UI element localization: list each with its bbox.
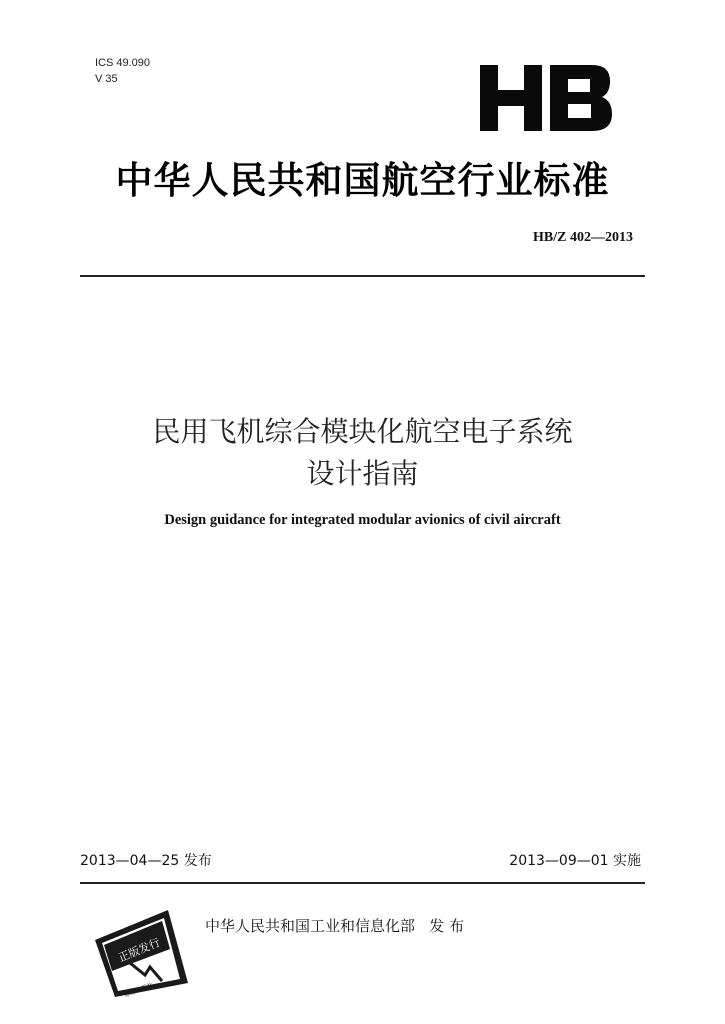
ccs-code: V 35	[95, 73, 118, 85]
standard-number: HB/Z 402—2013	[533, 230, 633, 245]
issuing-body-title: 中华人民共和国航空行业标准	[115, 159, 610, 202]
classification-codes	[95, 55, 150, 87]
title-en: Design guidance for integrated modular avionics of civil aircraft	[164, 512, 561, 528]
issuing-authority: 中华人民共和国工业和信息化部 发 布	[205, 917, 465, 935]
title-zh-line1: 民用飞机综合模块化航空电子系统	[152, 415, 573, 448]
hb-logo	[480, 65, 612, 131]
ics-code: ICS 49.090	[95, 57, 151, 69]
bottom-divider	[80, 882, 645, 884]
title-zh-line2: 设计指南	[306, 457, 419, 490]
top-divider	[80, 275, 645, 277]
genuine-edition-stamp	[90, 905, 190, 1000]
svg-text:正版发行: 正版发行	[116, 936, 163, 965]
svg-text:标准出版社: 标准出版社	[123, 981, 155, 1000]
publish-date: 2013—04—25 发布	[80, 853, 212, 869]
effective-date: 2013—09—01 实施	[509, 853, 641, 869]
